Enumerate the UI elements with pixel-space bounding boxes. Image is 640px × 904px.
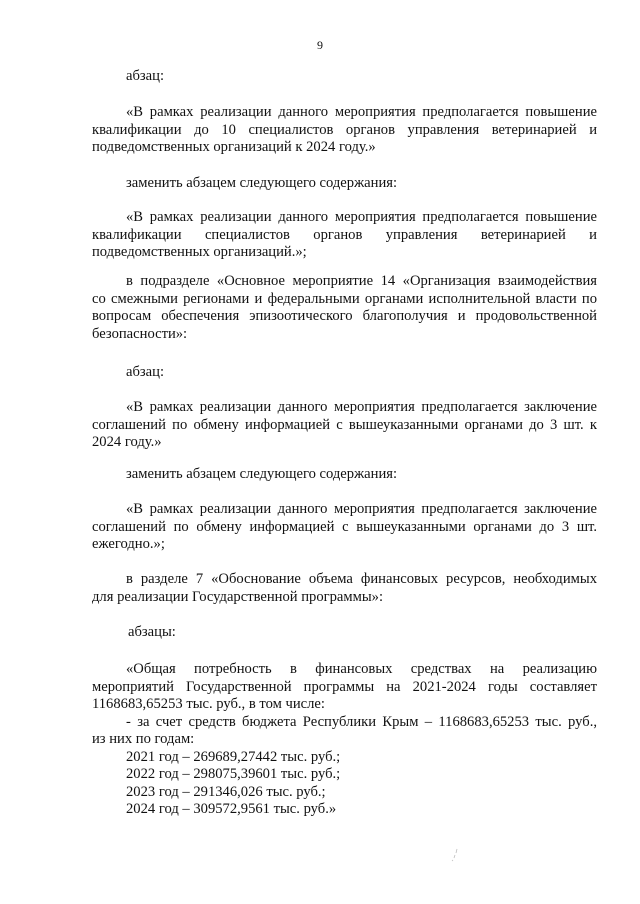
text-line: «В рамках реализации данного мероприятия предполагается повышение <box>126 209 597 225</box>
text-line: 1168683,65253 тыс. руб., в том числе: <box>92 696 325 712</box>
text-line: 2024 год – 309572,9561 тыс. руб.» <box>126 801 337 817</box>
text-line: заменить абзацем следующего содержания: <box>126 175 398 191</box>
quoted-paragraph-new-qualification <box>92 209 597 262</box>
text-line: абзацы: <box>128 624 176 640</box>
text-line: квалификации специалистов органов управления ветеринарией и <box>92 226 597 243</box>
text-line: для реализации Государственной программы»: <box>92 588 384 605</box>
text-line: со смежными регионами и федеральными органами исполнительной власти по <box>92 290 597 307</box>
subsection-instruction-measure-14 <box>92 273 597 343</box>
quoted-paragraph-old-qualification <box>92 104 597 157</box>
quoted-paragraph-new-agreements <box>92 501 597 554</box>
text-line: абзац: <box>126 68 165 84</box>
text-line: 2024 году.» <box>92 434 162 450</box>
text-line: в разделе 7 «Обоснование объема финансовых ресурсов, необходимых <box>126 571 597 587</box>
text-line: квалификации до 10 специалистов органов управления ветеринарией и <box>92 121 597 138</box>
paragraph-label-abzac <box>92 364 597 382</box>
text-line: в подразделе «Основное мероприятие 14 «Организация взаимодействия <box>126 273 597 289</box>
text-line: 2021 год – 269689,27442 тыс. руб.; <box>126 748 341 765</box>
text-line: из них по годам: <box>92 731 195 747</box>
replace-instruction <box>92 466 597 484</box>
text-line: - за счет средств бюджета Республики Крым – 1168683,65253 тыс. руб., <box>126 713 597 730</box>
paragraph-label-abzacy <box>92 624 597 642</box>
replace-instruction <box>92 175 597 193</box>
page-number: 9 <box>317 38 323 52</box>
text-line: ежегодно.»; <box>92 536 165 552</box>
text-line: заменить абзацем следующего содержания: <box>126 466 398 482</box>
text-line: вопросам обеспечения эпизоотического благополучия и продовольственной <box>92 308 597 324</box>
text-line: соглашений по обмену информацией с вышеуказанными органами до 3 шт. к <box>92 416 597 433</box>
text-line: мероприятий Государственной программы на 2021-2024 годы составляет <box>92 678 597 695</box>
text-line: подведомственных организаций.»; <box>92 244 307 260</box>
text-line: 2022 год – 298075,39601 тыс. руб.; <box>126 766 341 782</box>
text-line: «В рамках реализации данного мероприятия предполагается заключение <box>126 399 597 415</box>
section-7-instruction <box>92 571 597 606</box>
text-line: «В рамках реализации данного мероприятия предполагается заключение <box>126 501 597 517</box>
text-line: соглашений по обмену информацией с вышеуказанными органами до 3 шт. <box>92 518 597 535</box>
text-line: абзац: <box>126 364 165 380</box>
quoted-paragraph-financing <box>92 661 597 819</box>
text-line: «Общая потребность в финансовых средствах на реализацию <box>126 661 597 677</box>
text-line: подведомственных организаций к 2024 году.» <box>92 139 376 155</box>
quoted-paragraph-old-agreements <box>92 399 597 452</box>
text-line: «В рамках реализации данного мероприятия предполагается повышение <box>126 104 597 120</box>
scan-mark-icon <box>451 848 459 862</box>
text-line: безопасности»: <box>92 325 188 342</box>
text-line: 2023 год – 291346,026 тыс. руб.; <box>126 783 326 800</box>
paragraph-label-abzac <box>92 68 597 86</box>
